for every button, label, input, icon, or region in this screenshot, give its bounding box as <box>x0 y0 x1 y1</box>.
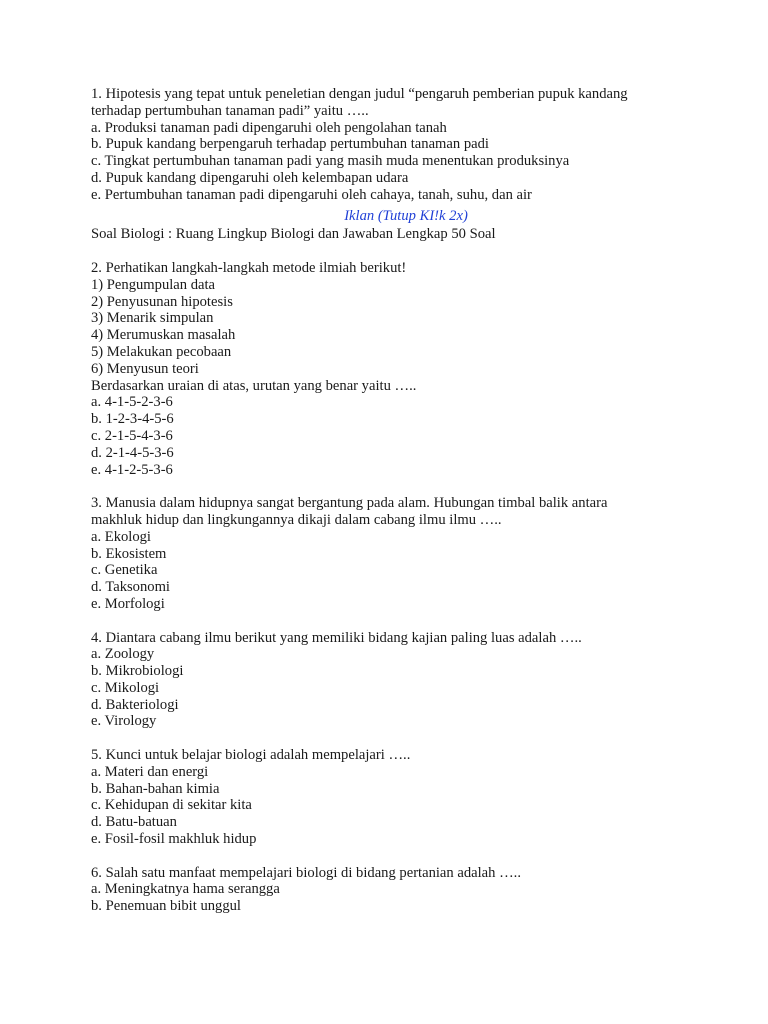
question-6 <box>91 865 691 915</box>
question-3-stem-line-1: 3. Manusia dalam hidupnya sangat bergantung pada alam. Hubungan timbal balik antara <box>91 495 608 512</box>
question-1 <box>91 86 691 204</box>
question-4-option-e: e. Virology <box>91 713 157 730</box>
question-5 <box>91 747 691 848</box>
question-2-stem: 2. Perhatikan langkah-langkah metode ilmiah berikut! <box>91 259 407 276</box>
question-2 <box>91 260 691 478</box>
document-page <box>91 86 691 915</box>
question-4 <box>91 630 691 731</box>
question-2-option-b: b. 1-2-3-4-5-6 <box>91 411 174 428</box>
question-4-option-a: a. Zoology <box>91 646 155 663</box>
spacer <box>91 478 691 495</box>
question-3-option-b: b. Ekosistem <box>91 545 167 562</box>
question-3-option-e: e. Morfologi <box>91 595 165 612</box>
question-2-option-d: d. 2-1-4-5-3-6 <box>91 444 174 461</box>
spacer <box>91 613 691 630</box>
question-6-option-a: a. Meningkatnya hama serangga <box>91 881 280 898</box>
question-4-option-c: c. Mikologi <box>91 679 160 696</box>
question-4-option-b: b. Mikrobiologi <box>91 663 184 680</box>
spacer <box>91 848 691 865</box>
ad-caption: Soal Biologi : Ruang Lingkup Biologi dan Jawaban Lengkap 50 Soal <box>91 226 496 243</box>
question-2-step-2: 2) Penyusunan hipotesis <box>91 293 233 310</box>
question-1-stem-line-2: terhadap pertumbuhan tanaman padi” yaitu ….. <box>91 102 369 119</box>
question-1-option-e: e. Pertumbuhan tanaman padi dipengaruhi oleh cahaya, tanah, suhu, dan air <box>91 186 532 203</box>
question-5-stem: 5. Kunci untuk belajar biologi adalah mempelajari ….. <box>91 747 411 764</box>
question-1-option-a: a. Produksi tanaman padi dipengaruhi oleh pengolahan tanah <box>91 119 447 136</box>
question-3-stem-line-2: makhluk hidup dan lingkungannya dikaji dalam cabang ilmu ilmu ….. <box>91 511 502 528</box>
question-3-option-a: a. Ekologi <box>91 528 151 545</box>
spacer <box>91 730 691 747</box>
question-2-step-3: 3) Menarik simpulan <box>91 310 214 327</box>
question-3-option-c: c. Genetika <box>91 562 158 579</box>
question-2-step-4: 4) Merumuskan masalah <box>91 327 236 344</box>
question-5-option-b: b. Bahan-bahan kimia <box>91 780 220 797</box>
question-2-prompt: Berdasarkan uraian di atas, urutan yang benar yaitu ….. <box>91 377 417 394</box>
question-4-option-d: d. Bakteriologi <box>91 696 179 713</box>
question-3-option-d: d. Taksonomi <box>91 579 170 596</box>
question-2-step-6: 6) Menyusun teori <box>91 360 199 377</box>
question-1-option-b: b. Pupuk kandang berpengaruh terhadap pertumbuhan tanaman padi <box>91 136 489 153</box>
question-6-stem: 6. Salah satu manfaat mempelajari biologi di bidang pertanian adalah ….. <box>91 864 521 881</box>
question-3 <box>91 495 691 613</box>
question-2-option-a: a. 4-1-5-2-3-6 <box>91 394 173 411</box>
question-2-step-1: 1) Pengumpulan data <box>91 276 216 293</box>
question-4-stem: 4. Diantara cabang ilmu berikut yang memiliki bidang kajian paling luas adalah ….. <box>91 629 582 646</box>
question-2-option-c: c. 2-1-5-4-3-6 <box>91 427 173 444</box>
question-1-stem-line-1: 1. Hipotesis yang tepat untuk peneletian dengan judul “pengaruh pemberian pupuk kandang <box>91 86 628 102</box>
question-5-option-d: d. Batu-batuan <box>91 814 177 831</box>
question-6-option-b: b. Penemuan bibit unggul <box>91 898 241 915</box>
question-5-option-a: a. Materi dan energi <box>91 763 209 780</box>
question-2-option-e: e. 4-1-2-5-3-6 <box>91 461 173 478</box>
question-1-option-d: d. Pupuk kandang dipengaruhi oleh kelembapan udara <box>91 169 409 186</box>
question-5-option-e: e. Fosil-fosil makhluk hidup <box>91 831 257 848</box>
question-5-option-c: c. Kehidupan di sekitar kita <box>91 797 252 814</box>
question-2-step-5: 5) Melakukan pecobaan <box>91 343 232 360</box>
ad-close-link[interactable]: Iklan (Tutup KI!k 2x) <box>344 207 468 224</box>
question-1-option-c: c. Tingkat pertumbuhan tanaman padi yang masih muda menentukan produksinya <box>91 153 570 170</box>
spacer <box>91 243 691 260</box>
